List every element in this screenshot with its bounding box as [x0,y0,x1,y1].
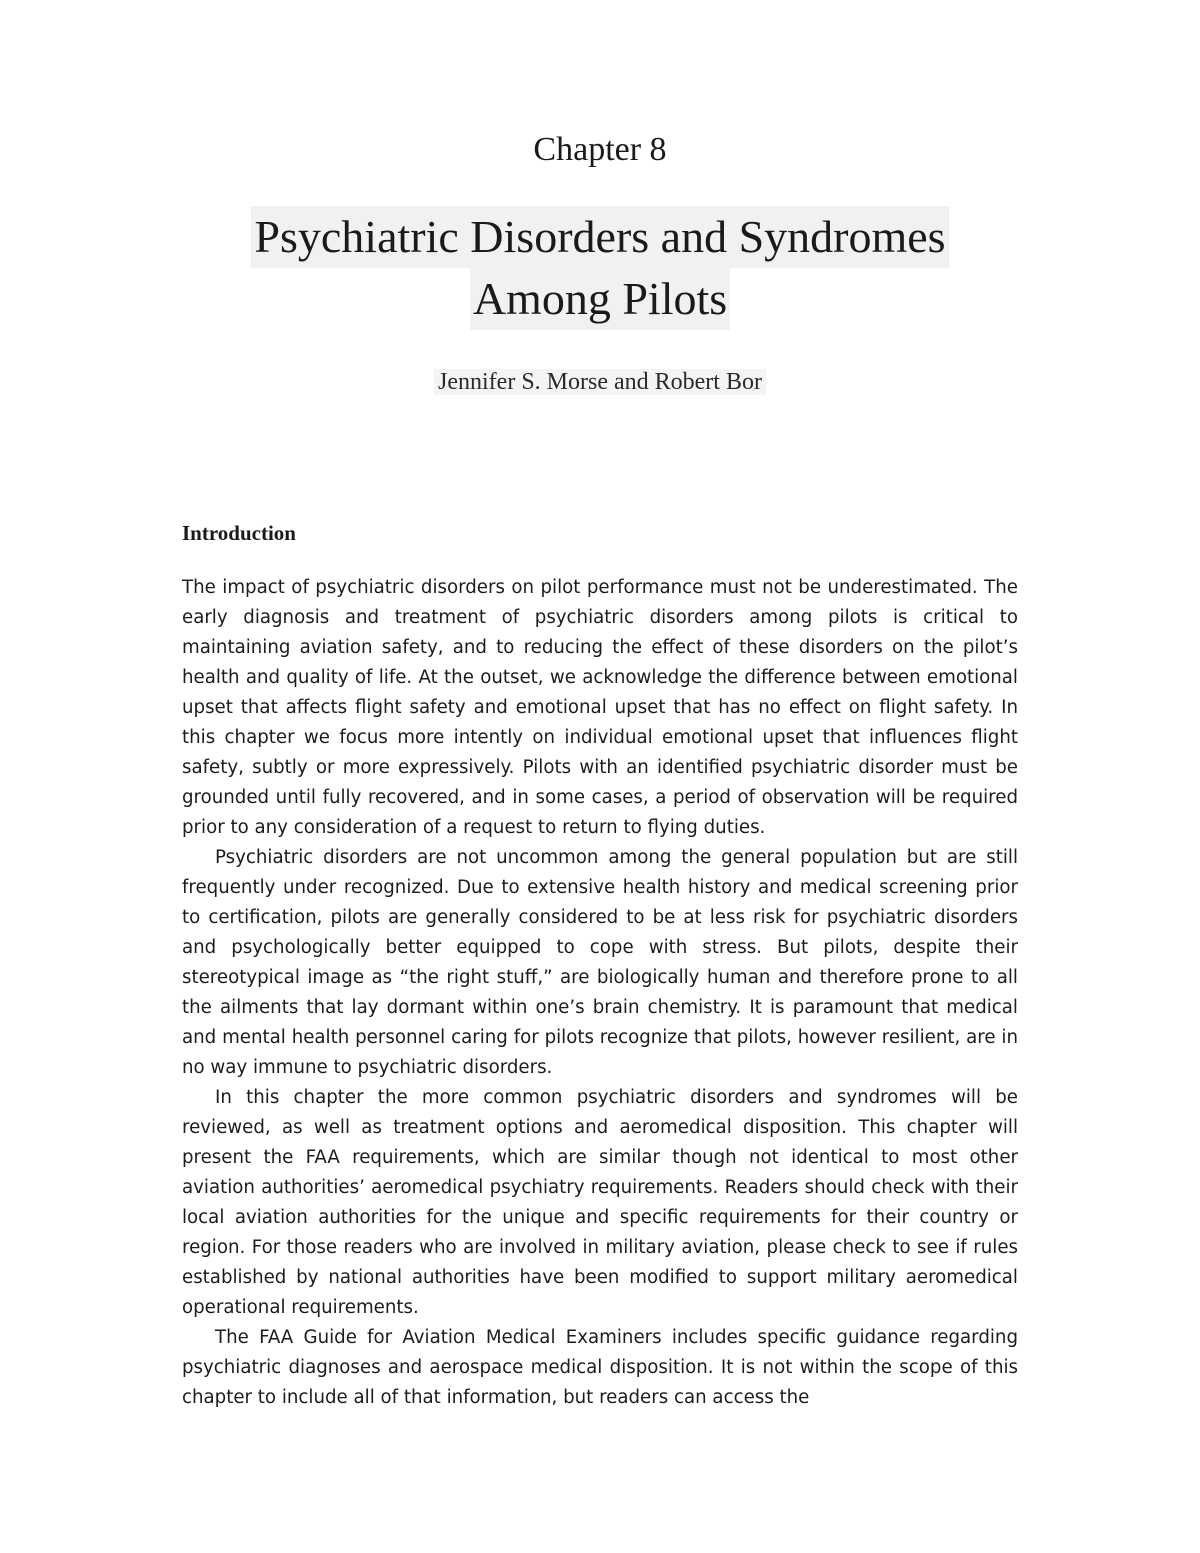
authors-text: Jennifer S. Morse and Robert Bor [434,369,766,395]
chapter-title-line-2: Among Pilots [470,268,730,330]
chapter-label: Chapter 8 [533,131,667,168]
section-heading-introduction: Introduction [182,521,296,545]
chapter-title-line-1: Psychiatric Disorders and Syndromes [251,206,948,268]
paragraph: Psychiatric disorders are not uncommon among the general population but are still frequently under recognized. Due to extensive health history and medical screening prior to certification, pilots are generally considered to be at less risk for psychiatric disorders and psychologically better equipped to cope with stress. But pilots, despite their stereotypical image as “the right stuff,” are biologically human and therefore prone to all the ailments that lay dormant within one’s brain chemistry. It is paramount that medical and mental health personnel caring for pilots recognize that pilots, however resilient, are in no way immune to psychiatric disorders. [182,847,1018,1078]
section-body [182,573,1018,1413]
chapter-title [0,206,1200,330]
paragraph: In this chapter the more common psychiatric disorders and syndromes will be reviewed, as well as treatment options and aeromedical disposition. This chapter will present the FAA requirements, which are similar though not identical to most other aviation authorities’ aeromedical psychiatry requirements. Readers should check with their local aviation authorities for the unique and specific requirements for their country or region. For those readers who are involved in military aviation, please check to see if rules established by national authorities have been modified to support military aeromedical operational requirements. [182,1087,1018,1318]
chapter-authors [0,366,1200,398]
paragraph: The FAA Guide for Aviation Medical Examiners includes specific guidance regarding psychiatric diagnoses and aerospace medical disposition. It is not within the scope of this chapter to include all of that information, but readers can access the [182,1327,1018,1408]
paragraph: The impact of psychiatric disorders on pilot performance must not be underestimated. The early diagnosis and treatment of psychiatric disorders among pilots is critical to maintaining aviation safety, and to reducing the effect of these disorders on the pilot’s health and quality of life. At the outset, we acknowledge the difference between emotional upset that affects flight safety and emotional upset that has no effect on flight safety. In this chapter we focus more intently on individual emotional upset that influences flight safety, subtly or more expressively. Pilots with an identified psychiatric disorder must be grounded until fully recovered, and in some cases, a period of observation will be required prior to any consideration of a request to return to flying duties. [182,577,1018,838]
